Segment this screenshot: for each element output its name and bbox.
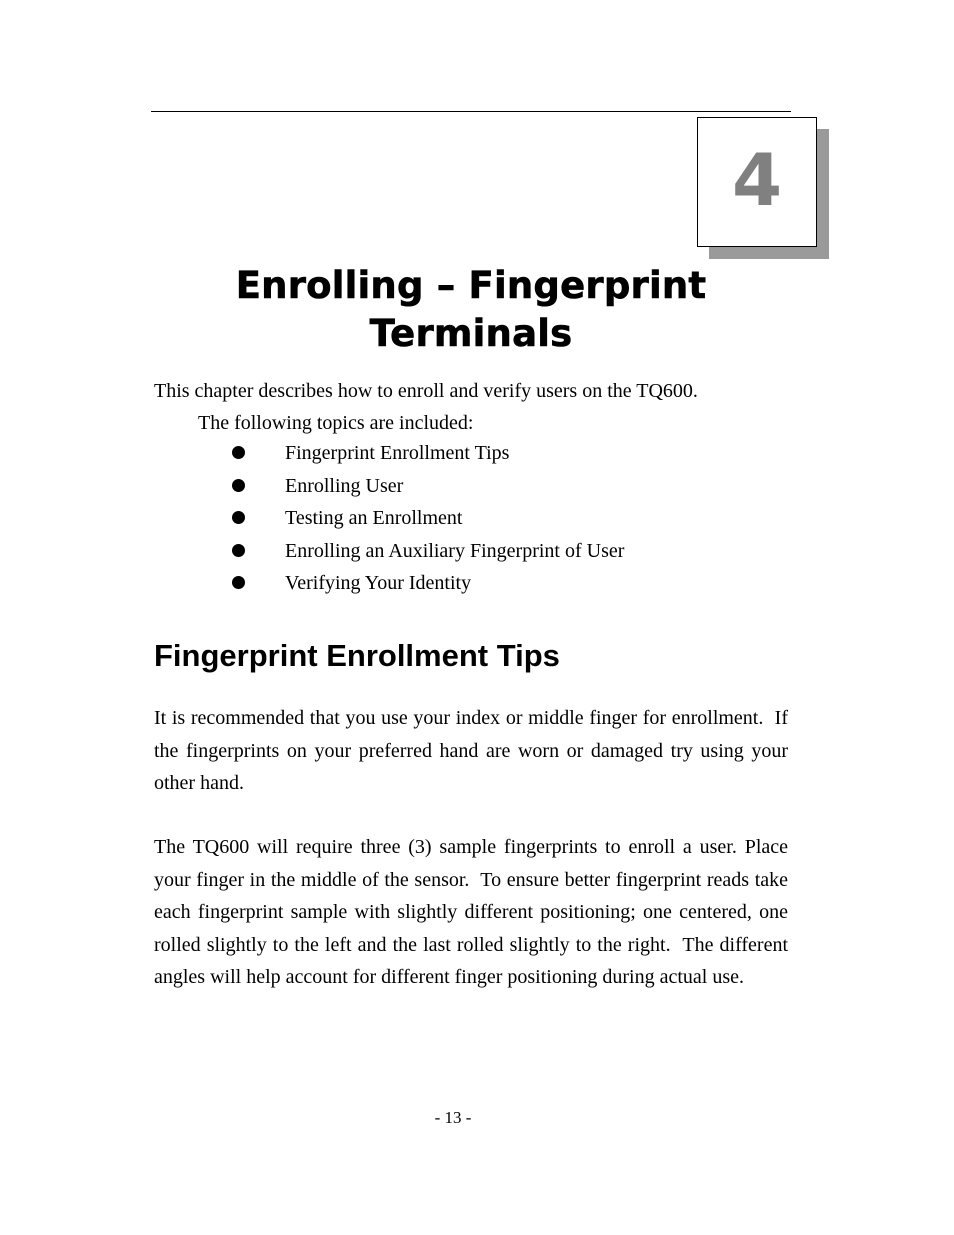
chapter-title <box>151 262 791 358</box>
topic-label: Enrolling an Auxiliary Fingerprint of User <box>285 539 625 562</box>
bullet-icon <box>232 446 245 459</box>
chapter-title-line-1: Enrolling – Fingerprint <box>235 264 707 307</box>
section-paragraph-2: The TQ600 will require three (3) sample fingerprints to enroll a user. Place your finger in the middle of the sensor. To ensure better fingerprint reads take each fingerprint sample with slightly different positioning; one centered, one rolled slightly to the left and the last rolled slightly to the right. The different angles will help account for different finger positioning during actual use. <box>154 836 793 988</box>
bullet-icon <box>232 544 245 557</box>
intro-subtext: The following topics are included: <box>198 412 474 434</box>
bullet-icon <box>232 511 245 524</box>
topic-label: Verifying Your Identity <box>285 572 472 594</box>
chapter-number-box <box>697 117 817 247</box>
topic-label: Testing an Enrollment <box>285 507 463 529</box>
intro-text: This chapter describes how to enroll and verify users on the TQ600. <box>154 380 698 402</box>
bullet-icon <box>232 576 245 589</box>
bullet-icon <box>232 479 245 492</box>
page-number: - 13 - <box>434 1108 472 1127</box>
topic-item <box>230 470 624 503</box>
topic-item <box>230 437 624 470</box>
topic-item <box>230 535 624 568</box>
section-paragraph-1: It is recommended that you use your index or middle finger for enrollment. If the fingerprints on your preferred hand are worn or damaged try using your other hand. <box>154 707 793 794</box>
topic-label: Enrolling User <box>285 474 404 497</box>
chapter-number: 4 <box>731 138 783 222</box>
topic-label: Fingerprint Enrollment Tips <box>285 442 510 464</box>
section-heading: Fingerprint Enrollment Tips <box>154 638 560 673</box>
chapter-title-line-2: Terminals <box>369 312 573 355</box>
topic-item <box>230 502 624 535</box>
topic-item <box>230 567 624 600</box>
header-rule <box>151 111 791 112</box>
topic-list <box>230 437 624 600</box>
